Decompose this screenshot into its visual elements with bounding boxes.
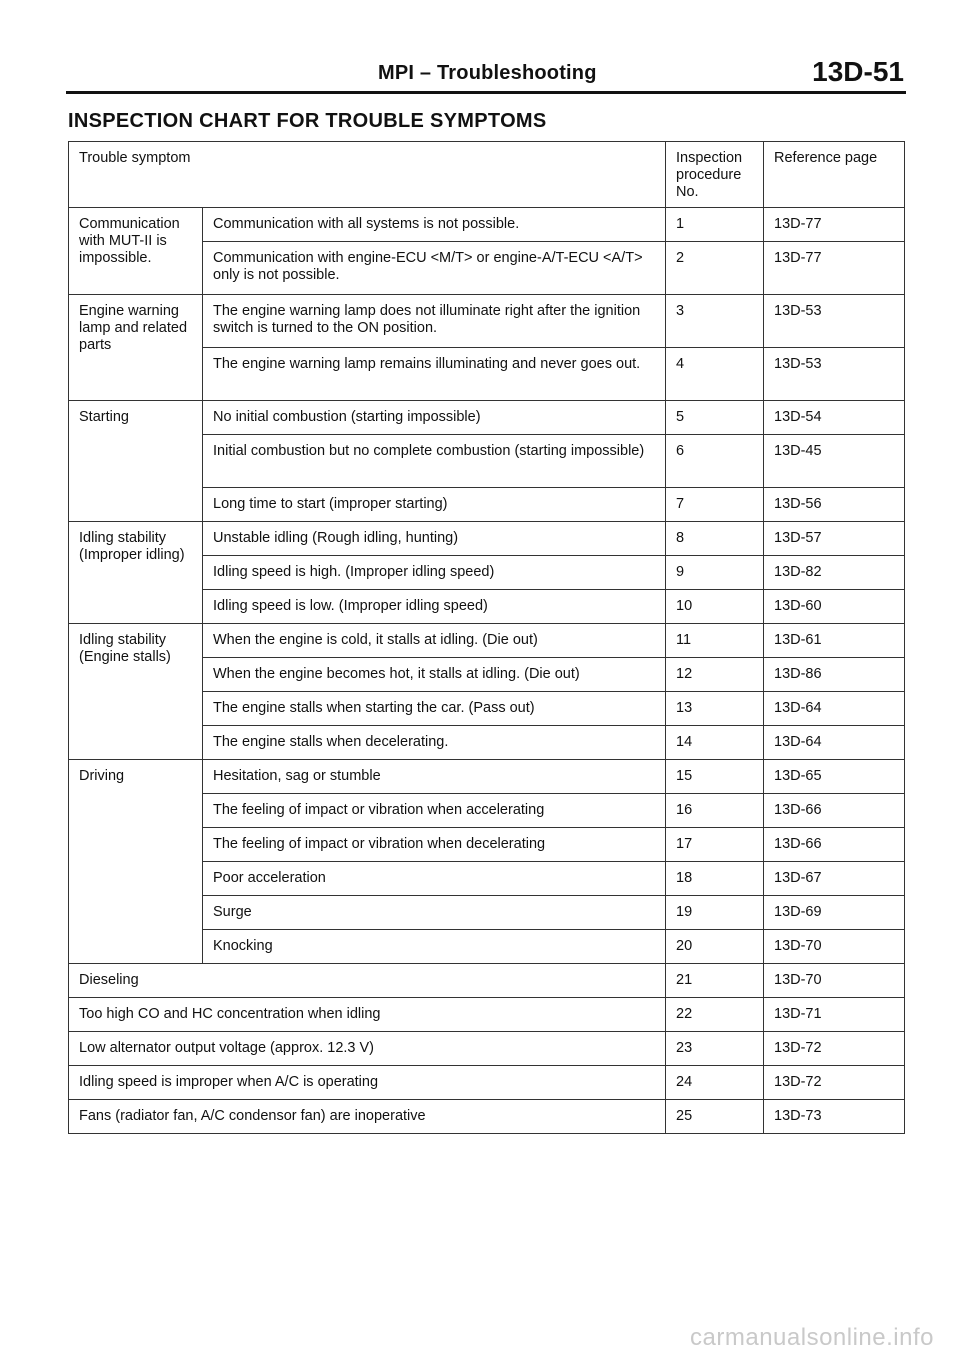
inspection-procedure-no: 21 [666, 964, 764, 998]
inspection-procedure-no: 2 [666, 242, 764, 295]
header-rule [66, 91, 906, 94]
reference-page: 13D-60 [764, 590, 905, 624]
inspection-procedure-no: 3 [666, 295, 764, 348]
inspection-procedure-no: 5 [666, 401, 764, 435]
inspection-procedure-no: 12 [666, 658, 764, 692]
inspection-procedure-no: 25 [666, 1100, 764, 1134]
trouble-symptom: Dieseling [69, 964, 666, 998]
reference-page: 13D-65 [764, 760, 905, 794]
trouble-symptom: Idling speed is improper when A/C is operating [69, 1066, 666, 1100]
inspection-procedure-no: 1 [666, 208, 764, 242]
trouble-symptom: Idling speed is high. (Improper idling speed) [203, 556, 666, 590]
table-row [69, 401, 905, 435]
inspection-procedure-no: 6 [666, 435, 764, 488]
symptom-category: Engine warning lamp and related parts [69, 295, 203, 401]
reference-page: 13D-64 [764, 692, 905, 726]
inspection-procedure-no: 14 [666, 726, 764, 760]
reference-page: 13D-72 [764, 1032, 905, 1066]
reference-page: 13D-45 [764, 435, 905, 488]
inspection-procedure-no: 18 [666, 862, 764, 896]
chart-heading: INSPECTION CHART FOR TROUBLE SYMPTOMS [68, 110, 547, 132]
inspection-procedure-no: 9 [666, 556, 764, 590]
table-row [69, 998, 905, 1032]
inspection-procedure-no: 13 [666, 692, 764, 726]
inspection-procedure-no: 15 [666, 760, 764, 794]
trouble-symptom: Poor acceleration [203, 862, 666, 896]
trouble-symptom: Knocking [203, 930, 666, 964]
trouble-symptom: Fans (radiator fan, A/C condensor fan) are inoperative [69, 1100, 666, 1134]
trouble-symptom: Surge [203, 896, 666, 930]
reference-page: 13D-77 [764, 208, 905, 242]
trouble-symptom: Too high CO and HC concentration when idling [69, 998, 666, 1032]
reference-page: 13D-67 [764, 862, 905, 896]
symptom-category: Starting [69, 401, 203, 522]
trouble-symptom: The engine stalls when starting the car. (Pass out) [203, 692, 666, 726]
inspection-procedure-no: 11 [666, 624, 764, 658]
reference-page: 13D-72 [764, 1066, 905, 1100]
reference-page: 13D-56 [764, 488, 905, 522]
trouble-symptom: When the engine becomes hot, it stalls at idling. (Die out) [203, 658, 666, 692]
reference-page: 13D-61 [764, 624, 905, 658]
trouble-symptom: Unstable idling (Rough idling, hunting) [203, 522, 666, 556]
inspection-procedure-no: 10 [666, 590, 764, 624]
table-row [69, 624, 905, 658]
trouble-symptom: Communication with engine-ECU <M/T> or engine-A/T-ECU <A/T> only is not possible. [203, 242, 666, 295]
trouble-symptom: Low alternator output voltage (approx. 12.3 V) [69, 1032, 666, 1066]
trouble-symptom: When the engine is cold, it stalls at idling. (Die out) [203, 624, 666, 658]
inspection-procedure-no: 23 [666, 1032, 764, 1066]
trouble-symptom: No initial combustion (starting impossible) [203, 401, 666, 435]
reference-page: 13D-64 [764, 726, 905, 760]
header-inspection-procedure: Inspection procedure No. [666, 142, 764, 208]
reference-page: 13D-70 [764, 930, 905, 964]
inspection-procedure-no: 17 [666, 828, 764, 862]
symptom-category: Communication with MUT-II is impossible. [69, 208, 203, 295]
inspection-procedure-no: 22 [666, 998, 764, 1032]
table-row [69, 1032, 905, 1066]
trouble-symptom: Long time to start (improper starting) [203, 488, 666, 522]
reference-page: 13D-86 [764, 658, 905, 692]
inspection-procedure-no: 20 [666, 930, 764, 964]
trouble-symptom: The engine warning lamp does not illuminate right after the ignition switch is turned to the ON position. [203, 295, 666, 348]
inspection-procedure-no: 8 [666, 522, 764, 556]
trouble-symptom: The engine stalls when decelerating. [203, 726, 666, 760]
reference-page: 13D-71 [764, 998, 905, 1032]
trouble-symptom: Idling speed is low. (Improper idling speed) [203, 590, 666, 624]
trouble-symptom: Communication with all systems is not possible. [203, 208, 666, 242]
inspection-procedure-no: 24 [666, 1066, 764, 1100]
reference-page: 13D-57 [764, 522, 905, 556]
table-row [69, 208, 905, 242]
trouble-symptom: The feeling of impact or vibration when decelerating [203, 828, 666, 862]
table-row [69, 522, 905, 556]
reference-page: 13D-66 [764, 828, 905, 862]
page-number: 13D-51 [812, 56, 904, 87]
table-header-row [69, 142, 905, 208]
page-header [66, 56, 906, 94]
trouble-symptom: The engine warning lamp remains illuminating and never goes out. [203, 348, 666, 401]
inspection-procedure-no: 16 [666, 794, 764, 828]
reference-page: 13D-70 [764, 964, 905, 998]
table-row [69, 1100, 905, 1134]
table-row [69, 964, 905, 998]
symptom-category: Idling stability (Improper idling) [69, 522, 203, 624]
trouble-symptom: Hesitation, sag or stumble [203, 760, 666, 794]
symptom-category: Idling stability (Engine stalls) [69, 624, 203, 760]
inspection-procedure-no: 19 [666, 896, 764, 930]
reference-page: 13D-82 [764, 556, 905, 590]
inspection-procedure-no: 4 [666, 348, 764, 401]
reference-page: 13D-54 [764, 401, 905, 435]
reference-page: 13D-53 [764, 295, 905, 348]
header-reference-page: Reference page [764, 142, 905, 208]
watermark: carmanualsonline.info [690, 1324, 934, 1351]
reference-page: 13D-66 [764, 794, 905, 828]
inspection-chart-table [68, 141, 905, 1134]
header-trouble-symptom: Trouble symptom [69, 142, 666, 208]
trouble-symptom: Initial combustion but no complete combustion (starting impossible) [203, 435, 666, 488]
symptom-category: Driving [69, 760, 203, 964]
reference-page: 13D-53 [764, 348, 905, 401]
table-row [69, 295, 905, 348]
trouble-symptom: The feeling of impact or vibration when accelerating [203, 794, 666, 828]
section-title: MPI – Troubleshooting [378, 62, 597, 84]
reference-page: 13D-69 [764, 896, 905, 930]
table-row [69, 1066, 905, 1100]
inspection-procedure-no: 7 [666, 488, 764, 522]
reference-page: 13D-73 [764, 1100, 905, 1134]
reference-page: 13D-77 [764, 242, 905, 295]
table-row [69, 760, 905, 794]
